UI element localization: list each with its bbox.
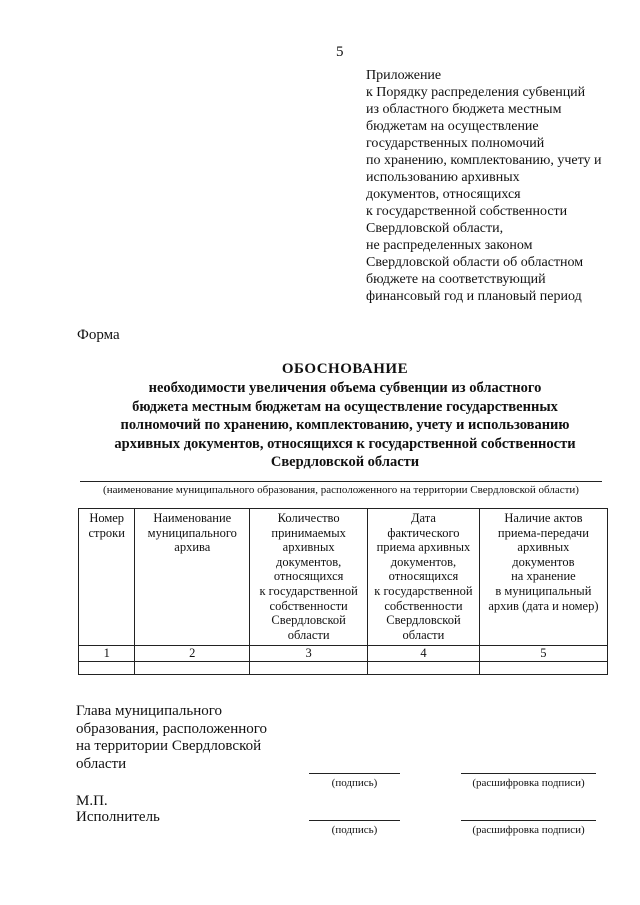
executor-decoding-line bbox=[461, 820, 596, 821]
stamp-label: М.П. bbox=[76, 793, 108, 809]
form-label: Форма bbox=[77, 327, 120, 343]
column-number-row bbox=[79, 646, 608, 662]
appendix-line: из областного бюджета местным bbox=[366, 102, 562, 117]
executor-label: Исполнитель bbox=[76, 809, 160, 825]
subtitle-line: архивных документов, относящихся к государственной собственности bbox=[114, 435, 576, 452]
table-cell bbox=[135, 661, 250, 674]
executor-decoding-caption: (расшифровка подписи) bbox=[472, 824, 585, 836]
appendix-line: финансовый год и плановый период bbox=[366, 289, 582, 304]
header-row-number bbox=[79, 509, 135, 646]
appendix-line: документов, относящихся bbox=[366, 187, 521, 202]
head-position-line: Глава муниципального bbox=[76, 703, 223, 719]
header-text: Дата фактического приема архивных документов, относящихся к государственной собственности Свердловской области bbox=[374, 511, 473, 642]
table-cell bbox=[79, 661, 135, 674]
column-number: 2 bbox=[135, 646, 250, 662]
header-acceptance-date bbox=[368, 509, 480, 646]
header-archive-name bbox=[135, 509, 250, 646]
executor-signature-line bbox=[309, 820, 400, 821]
document-subtitle bbox=[80, 379, 610, 472]
head-signature-line bbox=[309, 773, 400, 774]
appendix-line: Свердловской области, bbox=[366, 221, 504, 236]
data-table bbox=[78, 508, 608, 675]
head-position-line: области bbox=[76, 755, 127, 772]
table-header-row bbox=[79, 509, 608, 646]
head-position-label bbox=[76, 703, 267, 773]
head-position-line: на территории Свердловской bbox=[76, 738, 262, 754]
column-number: 4 bbox=[368, 646, 480, 662]
appendix-line: не распределенных законом bbox=[366, 238, 533, 253]
table-cell bbox=[368, 661, 480, 674]
page-number: 5 bbox=[336, 44, 344, 60]
head-signature-caption: (подпись) bbox=[331, 777, 378, 789]
column-number: 5 bbox=[479, 646, 607, 662]
appendix-line: государственных полномочий bbox=[366, 136, 545, 151]
subtitle-line: необходимости увеличения объема субвенции из областного bbox=[148, 380, 542, 396]
header-document-count bbox=[250, 509, 368, 646]
appendix-block bbox=[366, 67, 634, 305]
header-text: Количество принимаемых архивных документов, относящихся к государственной собственности Свердловской области bbox=[259, 511, 358, 642]
header-text: Номер строки bbox=[88, 511, 125, 540]
head-position-line: образования, расположенного bbox=[76, 720, 268, 737]
table-row bbox=[79, 661, 608, 674]
head-decoding-line bbox=[461, 773, 596, 774]
appendix-line: к Порядку распределения субвенций bbox=[366, 85, 586, 100]
header-text: Наличие актов приема-передачи архивных документов на хранение в муниципальный архив (дата и номер) bbox=[488, 511, 599, 613]
header-transfer-acts bbox=[479, 509, 607, 646]
column-number: 3 bbox=[250, 646, 368, 662]
title-block bbox=[80, 360, 610, 472]
appendix-line: Свердловской области об областном bbox=[366, 255, 584, 270]
appendix-line: бюджете на соответствующий bbox=[366, 272, 546, 287]
appendix-line: Приложение bbox=[366, 68, 442, 83]
table-cell bbox=[479, 661, 607, 674]
appendix-line: бюджетам на осуществление bbox=[366, 119, 539, 134]
appendix-line: использованию архивных bbox=[366, 170, 520, 185]
subtitle-line: полномочий по хранению, комплектованию, учету и использованию bbox=[120, 417, 570, 433]
executor-signature-caption: (подпись) bbox=[331, 824, 378, 836]
appendix-line: к государственной собственности bbox=[366, 204, 568, 219]
head-decoding-caption: (расшифровка подписи) bbox=[472, 777, 585, 789]
subtitle-line: бюджета местным бюджетам на осуществление государственных bbox=[132, 398, 558, 415]
subtitle-line: Свердловской области bbox=[270, 454, 420, 470]
table-cell bbox=[250, 661, 368, 674]
header-text: Наименование муниципального архива bbox=[147, 511, 237, 555]
municipality-caption: (наименование муниципального образования, расположенного на территории Свердловской области) bbox=[103, 484, 579, 496]
document-title: ОБОСНОВАНИЕ bbox=[281, 361, 409, 377]
appendix-line: по хранению, комплектованию, учету и bbox=[366, 153, 602, 168]
municipality-fill-line bbox=[80, 481, 602, 482]
column-number: 1 bbox=[79, 646, 135, 662]
